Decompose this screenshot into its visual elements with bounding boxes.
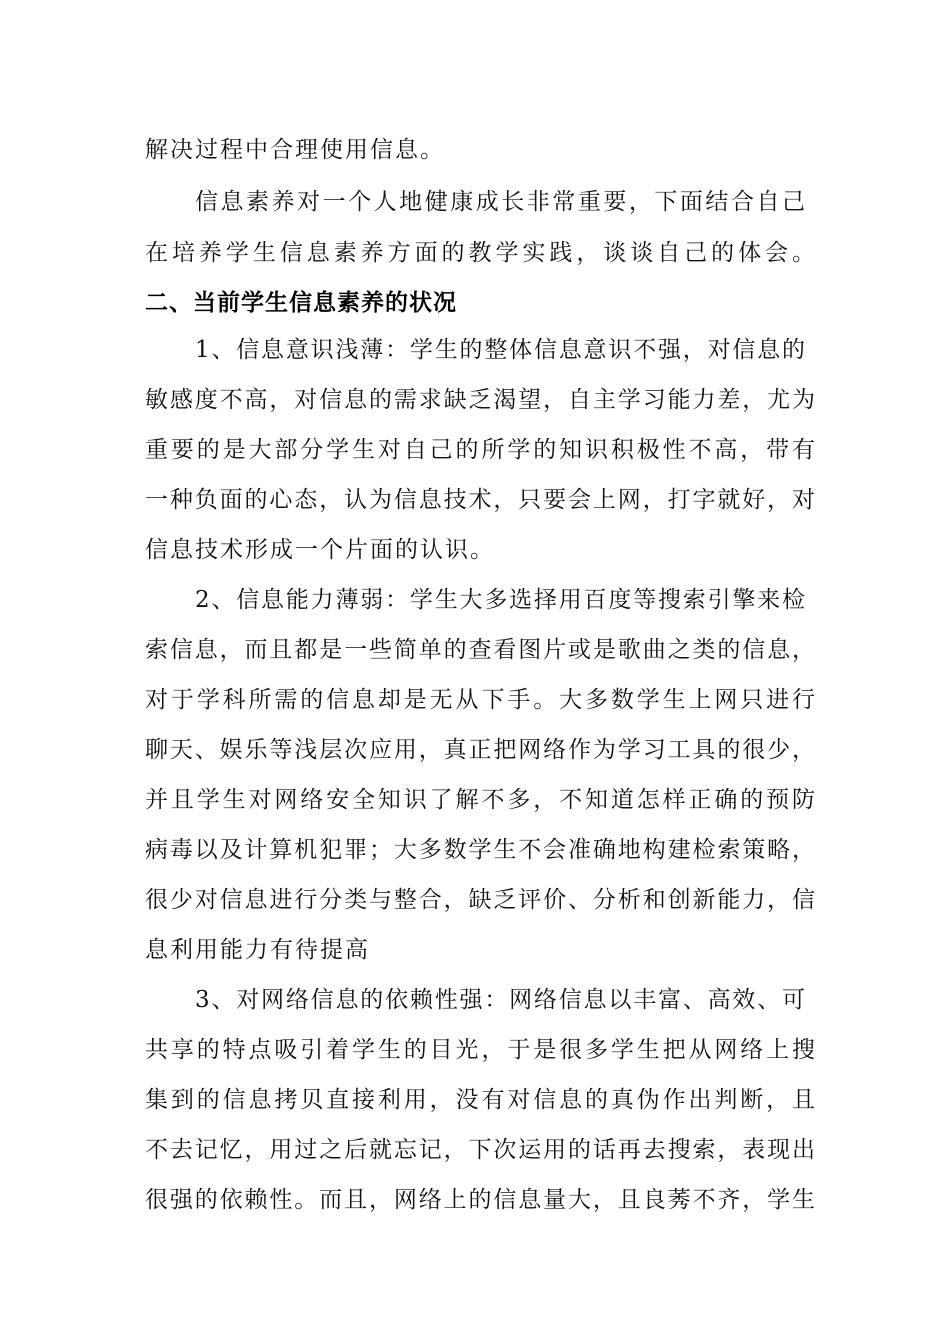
body-line: 敏感度不高，对信息的需求缺乏渴望，自主学习能力差，尤为 [145, 387, 815, 413]
body-line: 聊天、娱乐等浅层次应用，真正把网络作为学习工具的很少， [145, 737, 815, 763]
body-line: 息利用能力有待提高 [145, 937, 370, 963]
body-line: 一种负面的心态，认为信息技术，只要会上网，打字就好，对 [145, 487, 815, 513]
section-heading: 二、当前学生信息素养的状况 [145, 290, 457, 316]
body-line: 信息技术形成一个片面的认识。 [145, 537, 495, 563]
body-line: 1、信息意识浅薄：学生的整体信息意识不强，对信息的 [195, 337, 805, 363]
body-line: 对于学科所需的信息却是无从下手。大多数学生上网只进行 [145, 687, 815, 713]
body-line: 重要的是大部分学生对自己的所学的知识积极性不高，带有 [145, 437, 815, 463]
body-line: 解决过程中合理使用信息。 [145, 137, 445, 163]
body-line: 不去记忆，用过之后就忘记，下次运用的话再去搜索，表现出 [145, 1137, 815, 1163]
body-line: 3、对网络信息的依赖性强：网络信息以丰富、高效、可 [195, 987, 805, 1013]
body-line: 信息素养对一个人地健康成长非常重要，下面结合自己 [195, 189, 805, 215]
body-line: 2、信息能力薄弱：学生大多选择用百度等搜索引擎来检 [195, 587, 805, 613]
body-line: 在培养学生信息素养方面的教学实践，谈谈自己的体会。 [145, 240, 815, 266]
body-line: 索信息，而且都是一些简单的查看图片或是歌曲之类的信息， [145, 637, 815, 663]
body-line: 很少对信息进行分类与整合，缺乏评价、分析和创新能力，信 [145, 887, 815, 913]
body-line: 很强的依赖性。而且，网络上的信息量大，且良莠不齐，学生 [145, 1187, 815, 1213]
body-line: 集到的信息拷贝直接利用，没有对信息的真伪作出判断，且 [145, 1087, 815, 1113]
body-line: 病毒以及计算机犯罪；大多数学生不会准确地构建检索策略， [145, 837, 815, 863]
body-line: 共享的特点吸引着学生的目光，于是很多学生把从网络上搜 [145, 1037, 815, 1063]
body-line: 并且学生对网络安全知识了解不多，不知道怎样正确的预防 [145, 787, 815, 813]
